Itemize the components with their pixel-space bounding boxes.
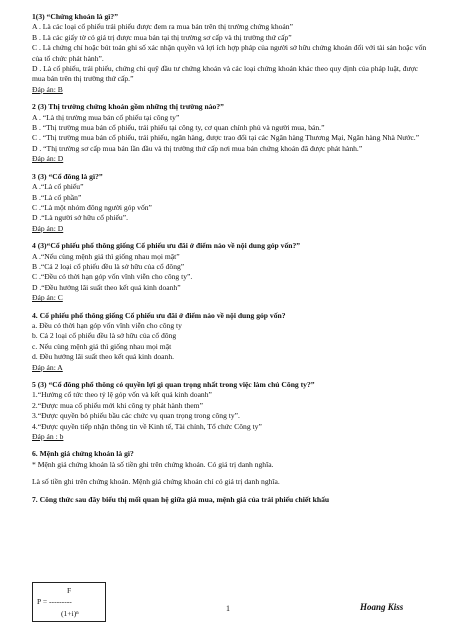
answer-label: Đáp án: D bbox=[32, 154, 64, 164]
option-line: D .“Đều hưởng lãi suất theo kết quả kinh doanh” bbox=[32, 282, 181, 292]
answer-label: Đáp án : b bbox=[32, 432, 64, 442]
question-title: 1(3) “Chứng khoán là gì?” bbox=[32, 12, 118, 21]
question-title: 4 (3)“Cổ phiếu phổ thông giống Cổ phiếu ưu đãi ở điểm nào về nội dung góp vốn?” bbox=[32, 241, 301, 251]
formula-fraction-line: P = --------- bbox=[37, 597, 72, 606]
option-line: 4.“Được quyền tiếp nhận thông tin về Kinh tế, Tài chính, Tổ chức Công ty” bbox=[32, 421, 262, 431]
option-line: 2.“Được mua cổ phiếu mới khi công ty phát hành them” bbox=[32, 400, 203, 410]
option-line: C .“Là một nhóm đông người góp vốn” bbox=[32, 202, 152, 212]
page-number: 1 bbox=[226, 604, 230, 613]
option-line: B .“Cả 2 loại cổ phiếu đều là sở hữu của cổ đông” bbox=[32, 261, 185, 271]
answer-label: Đáp án: D bbox=[32, 223, 64, 233]
question-title: 5 (3) “Cổ đông phổ thông có quyền lợi gì quan trọng nhất trong việc làm chủ Công ty?” bbox=[32, 380, 315, 389]
author-signature: Hoang Kiss bbox=[360, 602, 404, 612]
option-line: 3.“Được quyền bỏ phiếu bầu các chức vụ quan trọng trong công ty”. bbox=[32, 411, 240, 421]
option-line: d. Đều hưởng lãi suất theo kết quả kinh doanh. bbox=[32, 352, 175, 362]
option-line: A .“Nếu cùng mệnh giá thì giống nhau mọi mặt” bbox=[32, 251, 180, 261]
option-line: 1.“Hưởng cổ tức theo tỷ lệ góp vốn và kết quả kinh doanh” bbox=[32, 390, 212, 400]
question-7 bbox=[32, 495, 431, 505]
question-2 bbox=[32, 102, 431, 164]
question-title: 2 (3) Thị trường chứng khoán gồm những thị trường nào?” bbox=[32, 102, 224, 112]
option-line: C . “Thị trường mua bán cổ phiếu, trái phiếu, ngân hàng, được trao đổi tại các Ngân hàng Thương Mại, Ngân hàng Nhà Nước.” bbox=[32, 133, 420, 143]
option-line: A .“Là cổ phiếu” bbox=[32, 182, 84, 192]
option-line: B . “Thị trường mua bán cổ phiếu, trái phiếu tại công ty, cơ quan chính phủ và người mua, bán.” bbox=[32, 123, 325, 133]
answer-label: Đáp án: B bbox=[32, 84, 63, 94]
option-line: c. Nếu cùng mệnh giá thì giống nhau mọi mặt bbox=[32, 341, 172, 351]
option-line: D .“Là người sở hữu cổ phiếu”. bbox=[32, 213, 128, 223]
question-title: 4. Cổ phiếu phổ thông giống Cổ phiếu ưu đãi ở điểm nào về nội dung góp vốn? bbox=[32, 310, 286, 320]
question-title: 6. Mệnh giá chứng khoán là gì? bbox=[32, 449, 134, 459]
question-4b bbox=[32, 311, 431, 373]
option-line: D . Là cổ phiếu, trái phiếu, chứng chỉ quỹ đầu tư chứng khoán và các loại chứng khoán khác theo quy định của pháp luật, được mua bán trên thị trường thứ cấp.” bbox=[32, 64, 419, 84]
option-line: B . Là các giấy tờ có giá trị được mua bán tại thị trường sơ cấp và thị trường thứ cấp” bbox=[32, 32, 292, 42]
body-line: * Mệnh giá chứng khoán là số tiền ghi trên chứng khoán. Có giá trị danh nghĩa. bbox=[32, 459, 274, 469]
question-5 bbox=[32, 380, 431, 442]
option-line: C .“Đều có thời hạn góp vốn vĩnh viễn cho công ty”. bbox=[32, 272, 193, 282]
question-1 bbox=[32, 12, 431, 95]
option-line: C . Là chứng chỉ hoặc bút toán ghi số xác nhận quyền và lợi ích hợp pháp của người sở hữu chứng khoán đối với tài sản hoặc vốn của tổ chức phát hành”. bbox=[32, 43, 427, 63]
option-line: A . “Là thị trường mua bán cổ phiếu tại công ty” bbox=[32, 112, 180, 122]
answer-label: Đáp án: C bbox=[32, 293, 63, 303]
question-4a bbox=[32, 241, 431, 303]
question-3 bbox=[32, 172, 431, 234]
formula-box bbox=[32, 582, 106, 622]
option-line: b. Cả 2 loại cổ phiếu đều là sở hữu của cổ đông bbox=[32, 331, 177, 341]
question-6 bbox=[32, 449, 431, 487]
option-line: a. Đều có thời hạn góp vốn vĩnh viễn cho công ty bbox=[32, 320, 182, 330]
option-line: A . Là các loại cổ phiếu trái phiếu được đem ra mua bán trên thị trường chứng khoán” bbox=[32, 22, 293, 32]
body-line: Là số tiền ghi trên chứng khoán. Mệnh giá chứng khoán chỉ có giá trị danh nghĩa. bbox=[32, 477, 280, 487]
question-title: 3 (3) “Cổ đông là gì?” bbox=[32, 171, 103, 181]
spacer bbox=[32, 470, 431, 477]
formula-numerator: F bbox=[67, 586, 72, 595]
option-line: D . “Thị trường sơ cấp mua bán lần đầu và thị trường thứ cấp nơi mua bán chứng khoán đã được phát hành.” bbox=[32, 143, 363, 153]
answer-label: Đáp án: A bbox=[32, 362, 63, 372]
formula-denominator: (1+i)ⁿ bbox=[61, 609, 79, 618]
question-title: 7. Công thức sau đây biểu thị mối quan hệ giữa giá mua, mệnh giá của trái phiếu chiết khấu bbox=[32, 494, 330, 504]
option-line: B .“Là cổ phần” bbox=[32, 192, 82, 202]
